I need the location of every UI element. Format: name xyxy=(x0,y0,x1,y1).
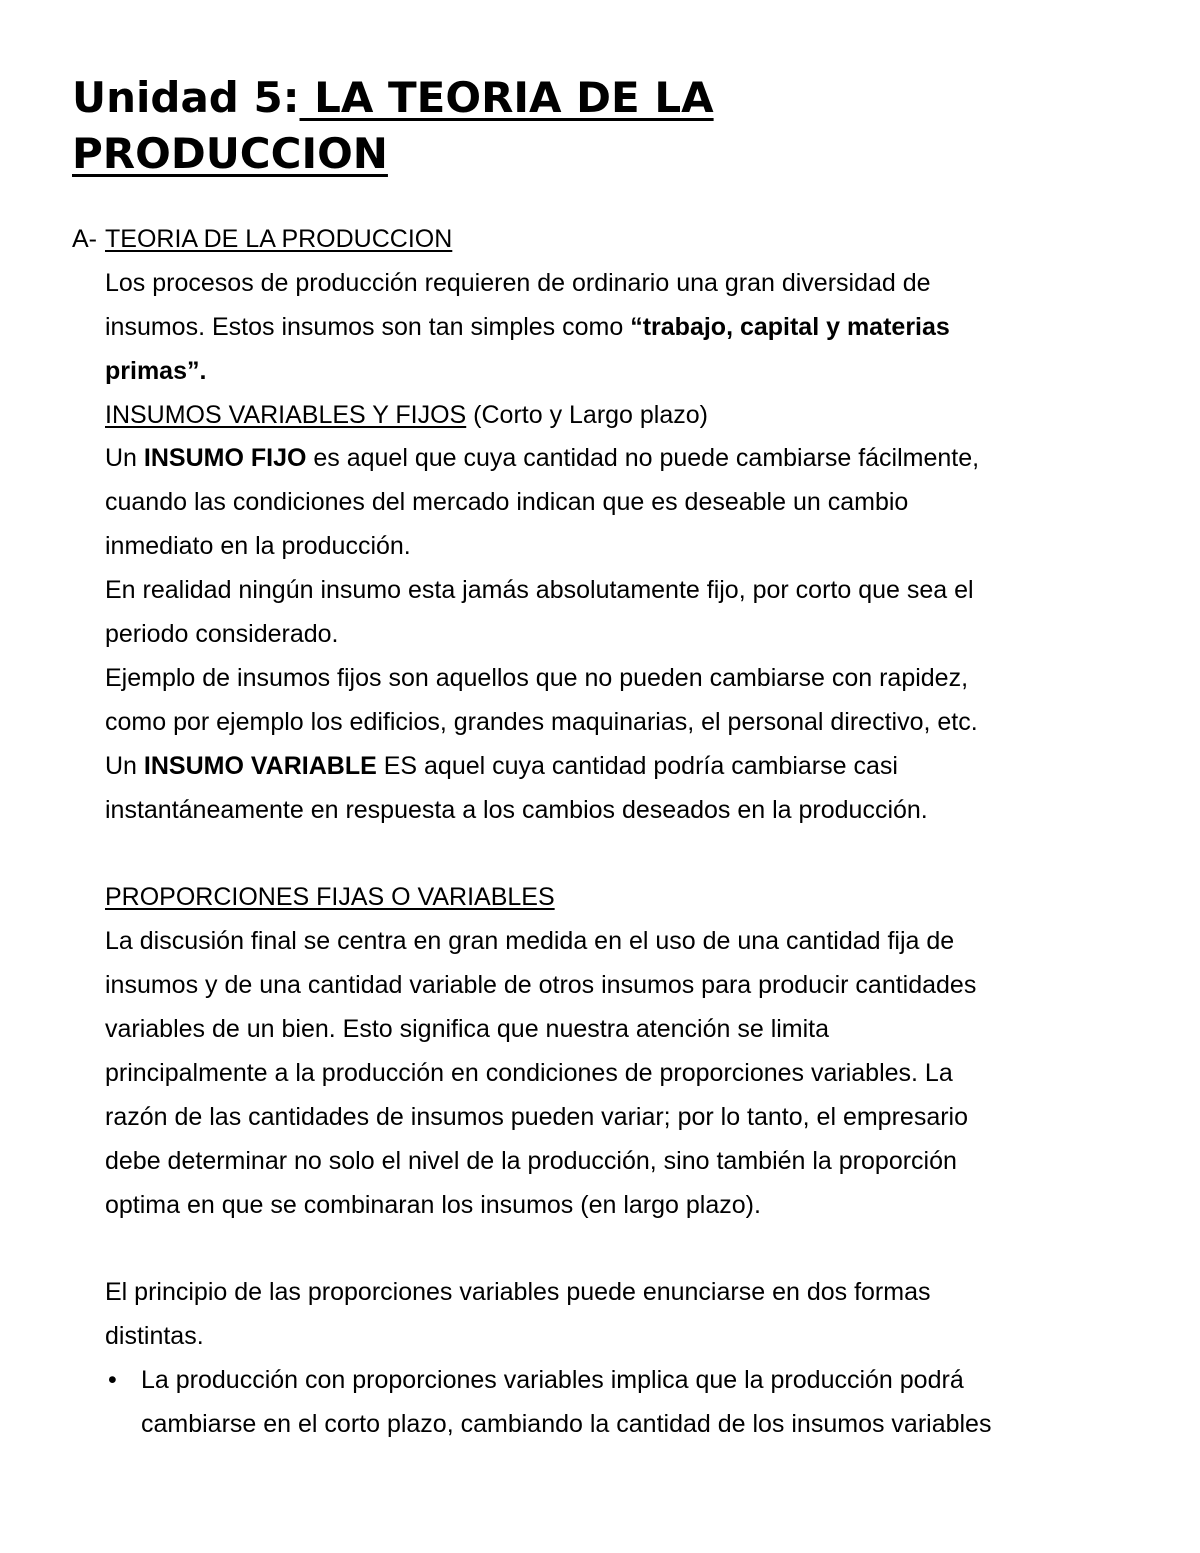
paragraph-line: optima en que se combinaran los insumos (en largo plazo). xyxy=(105,1190,761,1219)
paragraph-text: insumos. Estos insumos son tan simples como xyxy=(105,312,631,341)
list-item-text: cambiarse en el corto plazo, cambiando la cantidad de los insumos variables xyxy=(141,1410,992,1439)
section-letter: A- xyxy=(72,225,97,253)
paragraph-line: debe determinar no solo el nivel de la producción, sino también la proporción xyxy=(105,1146,957,1175)
term-insumo-variable: INSUMO VARIABLE xyxy=(143,751,377,780)
title-underlined-line1: LA TEORIA DE LA xyxy=(299,73,714,122)
paragraph-insumos-intro xyxy=(0,262,1200,394)
subheading-underlined: PROPORCIONES FIJAS O VARIABLES xyxy=(105,883,555,912)
paragraph-line: inmediato en la producción. xyxy=(105,532,411,561)
paragraph-insumo-fijo xyxy=(0,437,1200,569)
title-prefix: Unidad 5: xyxy=(72,73,300,122)
paragraph-line: razón de las cantidades de insumos pueden variar; por lo tanto, el empresario xyxy=(105,1102,969,1131)
paragraph-en-realidad xyxy=(0,569,1200,657)
subheading-rest: (Corto y Largo plazo) xyxy=(466,400,708,429)
subheading-proporciones xyxy=(0,876,1200,920)
paragraph-line: La discusión final se centra en gran medida en el uso de una cantidad fija de xyxy=(105,927,955,956)
paragraph-line: variables de un bien. Esto significa que nuestra atención se limita xyxy=(105,1015,830,1044)
bullet-line xyxy=(0,1359,1200,1403)
paragraph-text: es aquel que cuya cantidad no puede cambiarse fácilmente, xyxy=(306,444,980,473)
paragraph-line: Los procesos de producción requieren de ordinario una gran diversidad de xyxy=(105,268,931,297)
paragraph-text: ES aquel cuya cantidad podría cambiarse casi xyxy=(376,751,898,780)
blank-line xyxy=(0,1227,1200,1271)
section-a-heading-line xyxy=(0,218,1200,262)
section-a xyxy=(0,218,1200,1447)
paragraph-bold-text: “trabajo, capital y materias xyxy=(630,312,950,341)
paragraph-line: periodo considerado. xyxy=(105,620,339,649)
paragraph-text: Un xyxy=(105,751,144,780)
subheading-underlined: INSUMOS VARIABLES Y FIJOS xyxy=(105,400,467,429)
paragraph-line: instantáneamente en respuesta a los cambios deseados en la producción. xyxy=(105,795,928,824)
paragraph-line: distintas. xyxy=(105,1322,204,1351)
paragraph-line: insumos y de una cantidad variable de otros insumos para producir cantidades xyxy=(105,971,977,1000)
paragraph-line: En realidad ningún insumo esta jamás absolutamente fijo, por corto que sea el xyxy=(105,576,974,605)
paragraph-insumo-variable xyxy=(0,745,1200,833)
bullet-line xyxy=(0,1403,1200,1447)
paragraph-line xyxy=(0,745,1200,789)
paragraph-text: Un xyxy=(105,444,144,473)
paragraph-line: como por ejemplo los edificios, grandes maquinarias, el personal directivo, etc. xyxy=(105,707,978,736)
list-item-text: La producción con proporciones variables implica que la producción podrá xyxy=(141,1366,964,1395)
title-underlined-line2: PRODUCCION xyxy=(72,129,388,178)
subheading-insumos-variables xyxy=(0,394,1200,438)
paragraph-line: El principio de las proporciones variables puede enunciarse en dos formas xyxy=(105,1278,931,1307)
list-item xyxy=(0,1359,1200,1447)
paragraph-principio xyxy=(0,1271,1200,1359)
bullet-icon: • xyxy=(108,1366,117,1395)
paragraph-line xyxy=(0,306,1200,350)
paragraph-line: cuando las condiciones del mercado indican que es deseable un cambio xyxy=(105,488,909,517)
blank-line xyxy=(0,832,1200,876)
paragraph-line xyxy=(0,437,1200,481)
term-insumo-fijo: INSUMO FIJO xyxy=(143,444,307,473)
bullet-list xyxy=(0,1359,1200,1447)
paragraph-ejemplo xyxy=(0,657,1200,745)
page-title xyxy=(72,70,1132,182)
paragraph-discusion xyxy=(0,920,1200,1227)
section-heading: TEORIA DE LA PRODUCCION xyxy=(105,225,453,253)
paragraph-line: Ejemplo de insumos fijos son aquellos que no pueden cambiarse con rapidez, xyxy=(105,663,969,692)
paragraph-line: primas”. xyxy=(105,356,207,385)
paragraph-line: principalmente a la producción en condiciones de proporciones variables. La xyxy=(105,1058,953,1087)
